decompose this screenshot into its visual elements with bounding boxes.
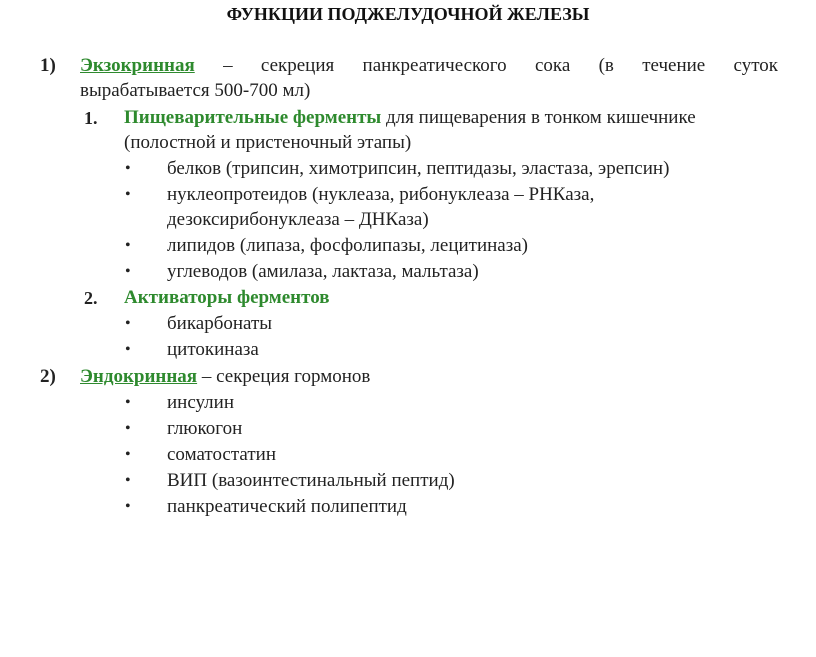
list-item: нуклеопротеидов (нуклеаза, рибонуклеаза – РНКаза,: [167, 184, 595, 205]
sub1-number: 1.: [84, 108, 98, 128]
bullet-icon: •: [125, 160, 131, 177]
page-title: ФУНКЦИИ ПОДЖЕЛУДОЧНОЙ ЖЕЛЕЗЫ: [226, 4, 590, 24]
bullet-icon: •: [125, 263, 131, 280]
section1-heading: Экзокринная: [80, 55, 195, 76]
bullet-icon: •: [125, 498, 131, 515]
sub1-line2: (полостной и пристеночный этапы): [124, 132, 412, 153]
section1-line1-rest: – секреция панкреатического сока (в течение суток: [223, 55, 778, 76]
sub2-number: 2.: [84, 288, 98, 308]
list-item: углеводов (амилаза, лактаза, мальтаза): [167, 261, 479, 282]
bullet-icon: •: [125, 237, 131, 254]
section2-line1: [80, 365, 370, 389]
list-item: бикарбонаты: [167, 313, 273, 334]
section2-heading: Эндокринная: [80, 366, 198, 387]
section2-number: 2): [40, 366, 56, 387]
bullet-icon: •: [125, 186, 131, 203]
list-item: ВИП (вазоинтестинальный пептид): [167, 470, 455, 491]
list-item: соматостатин: [167, 444, 276, 465]
list-item: инсулин: [167, 392, 235, 413]
list-item-continuation: дезоксирибонуклеаза – ДНКаза): [167, 209, 429, 230]
sub1-line1: [124, 106, 696, 130]
list-item: глюкогон: [167, 418, 243, 439]
list-item: цитокиназа: [167, 339, 259, 360]
bullet-icon: •: [125, 472, 131, 489]
sub2-heading: Активаторы ферментов: [124, 287, 330, 308]
bullet-icon: •: [125, 341, 131, 358]
section1-line2: вырабатывается 500-700 мл): [80, 80, 311, 101]
bullet-icon: •: [125, 420, 131, 437]
sub1-line1-rest: для пищеварения в тонком кишечнике: [386, 107, 696, 128]
bullet-icon: •: [125, 315, 131, 332]
list-item: липидов (липаза, фосфолипазы, лецитиназа): [167, 235, 529, 256]
bullet-icon: •: [125, 446, 131, 463]
list-item: панкреатический полипептид: [167, 496, 407, 517]
section2-line1-rest: – секреция гормонов: [201, 366, 371, 387]
section1-line1: [80, 54, 778, 78]
sub1-heading: Пищеварительные ферменты: [124, 107, 382, 128]
section1-number: 1): [40, 55, 56, 76]
bullet-icon: •: [125, 394, 131, 411]
list-item: белков (трипсин, химотрипсин, пептидазы, эластаза, эрепсин): [167, 158, 670, 179]
